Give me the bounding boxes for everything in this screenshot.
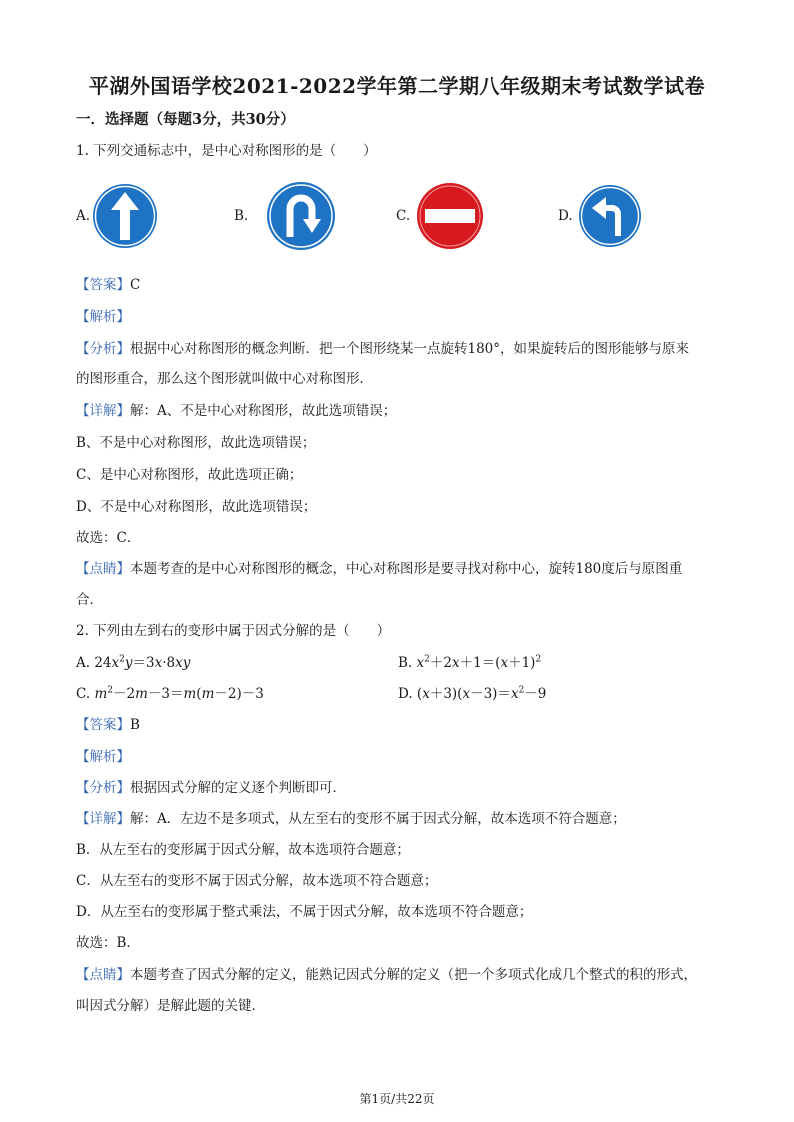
q1-detail-c: C、是中心对称图形，故此选项正确；: [76, 467, 303, 483]
section-heading: 一．选择题（每题3分，共30分）: [76, 111, 295, 128]
page-title: 平湖外国语学校2021-2022学年第二学期八年级期末考试数学试卷: [88, 74, 706, 98]
q1-detail-d: D、不是中心对称图形，故此选项错误；: [76, 499, 317, 515]
q2-option-b: B. $x^2+2x+1=(x+1)^2$: [398, 654, 542, 671]
q1-detail: 【详解】解：A、不是中心对称图形，故此选项错误；: [76, 403, 397, 419]
q2-fenxi: 【分析】根据因式分解的定义逐个判断即可．: [76, 780, 346, 796]
q2-answer: 【答案】B: [76, 717, 140, 733]
q2-detail: 【详解】解：A．左边不是多项式，从左至右的变形不属于因式分解，故本选项不符合题意；: [76, 811, 626, 827]
q2-detail-b: B．从左至右的变形属于因式分解，故本选项符合题意；: [76, 842, 410, 858]
answer-tag: 【答案】: [76, 277, 130, 293]
no-entry-sign-icon: [416, 182, 484, 254]
q1-option-d-label: D.: [558, 208, 573, 224]
q2-detail-d: D．从左至右的变形属于整式乘法，不属于因式分解，故本选项不符合题意；: [76, 904, 533, 920]
page-footer: 第1页/共22页: [359, 1092, 435, 1106]
q1-choose: 故选：C．: [76, 530, 141, 546]
q2-detail-c: C．从左至右的变形不属于因式分解，故本选项不符合题意；: [76, 873, 438, 889]
q2-option-c: C. $m^2-2m-3=m(m-2)-3$: [76, 685, 264, 702]
q1-stem: 1. 下列交通标志中，是中心对称图形的是（ ）: [76, 143, 377, 159]
q2-choose: 故选：B．: [76, 935, 140, 951]
q1-option-a-label: A.: [76, 208, 91, 224]
left-turn-sign-icon: [578, 184, 642, 252]
q2-option-a: A. $24x^2y=3x\cdot 8xy$: [76, 654, 191, 671]
q2-analysis-tag: 【解析】: [76, 749, 130, 765]
q1-option-c-label: C.: [396, 208, 411, 224]
q1-fenxi: 【分析】根据中心对称图形的概念判断．把一个图形绕某一点旋转180°，如果旋转后的图形能够与原来: [76, 341, 690, 357]
q2-stem: 2. 下列由左到右的变形中属于因式分解的是（ ）: [76, 623, 391, 639]
q1-answer: [76, 276, 140, 294]
q1-analysis-tag: 【解析】: [76, 309, 130, 325]
q2-option-d: D. $(x+3)(x-3)=x^2-9$: [398, 685, 547, 702]
q1-fenxi-cont: 的图形重合，那么这个图形就叫做中心对称图形．: [76, 371, 373, 387]
q1-option-b-label: B.: [234, 208, 249, 224]
answer-value: C: [130, 277, 141, 293]
q1-comment: 【点睛】本题考查的是中心对称图形的概念，中心对称图形是要寻找对称中心，旋转180度后与原图重: [76, 561, 683, 577]
q2-comment-cont: 叫因式分解）是解此题的关键．: [76, 998, 265, 1014]
straight-arrow-sign-icon: [92, 183, 158, 253]
q1-detail-b: B、不是中心对称图形，故此选项错误；: [76, 435, 316, 451]
u-turn-sign-icon: [266, 181, 336, 255]
q2-comment: 【点睛】本题考查了因式分解的定义，能熟记因式分解的定义（把一个多项式化成几个整式的积的形式，: [76, 967, 697, 983]
q1-comment-cont: 合．: [76, 592, 103, 608]
